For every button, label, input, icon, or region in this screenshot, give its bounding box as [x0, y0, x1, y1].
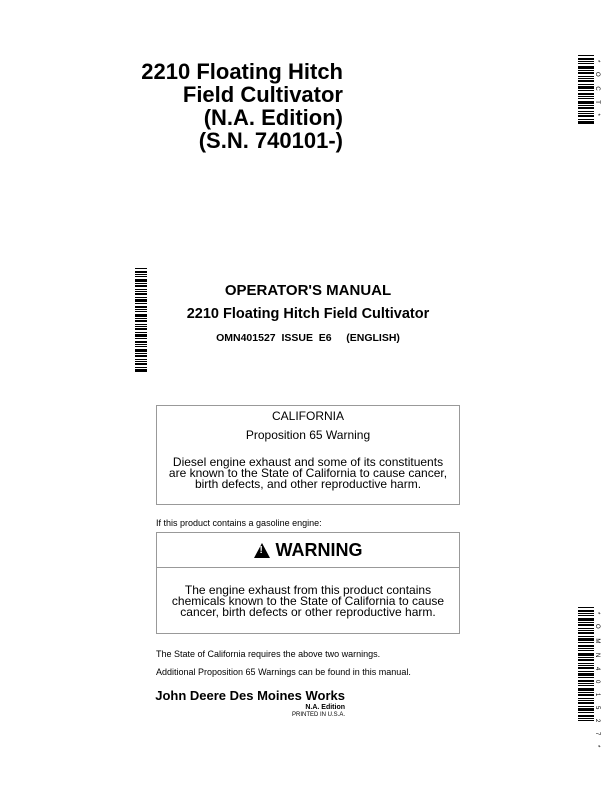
barcode-bar [578, 107, 594, 109]
barcode-bar [578, 63, 594, 64]
barcode-bar [578, 653, 594, 656]
barcode-bar [135, 334, 147, 337]
barcode-bar [135, 309, 147, 310]
barcode-bar [578, 685, 594, 686]
manual-subheading: 2210 Floating Hitch Field Cultivator [186, 306, 430, 322]
barcode-bar [578, 113, 594, 114]
barcode-bar [135, 328, 147, 330]
barcode-bar [578, 72, 594, 74]
barcode-bar [135, 314, 147, 317]
barcode-bar [135, 353, 147, 354]
barcode-bar [135, 338, 147, 339]
barcode-bar [578, 96, 594, 97]
barcode-bar [578, 66, 594, 69]
prop65-title: Proposition 65 Warning [245, 428, 371, 442]
barcode-bar [578, 90, 594, 91]
barcode-bar [135, 326, 147, 327]
barcode-bar [135, 361, 147, 362]
barcode-bar [578, 663, 594, 664]
barcode-bar [578, 101, 594, 104]
barcode-bar [578, 98, 594, 99]
barcode-bar [578, 105, 594, 106]
barcode-bar [578, 121, 594, 124]
barcode-bar [578, 698, 594, 699]
barcode-bar [578, 613, 594, 614]
barcode-bar [578, 78, 594, 79]
prop65-body: Diesel engine exhaust and some of its constituents are known to the State of California to cause cancer, birth defects, and other reproductive harm. [168, 455, 448, 491]
barcode-bar [578, 55, 594, 56]
works-name: John Deere Des Moines Works [155, 688, 345, 703]
barcode-bar [135, 344, 147, 345]
barcode-bar [135, 271, 147, 273]
barcode-bar [578, 694, 594, 696]
barcode-bar [578, 642, 594, 643]
barcode-bar [578, 628, 594, 629]
barcode-bar [135, 289, 147, 290]
barcode-bar [578, 76, 594, 77]
barcode-bar [578, 610, 594, 612]
barcode-bar [578, 659, 594, 661]
barcode-bar [578, 680, 594, 682]
barcode-bar [135, 299, 147, 302]
barcode-bar [578, 688, 594, 691]
barcode-bar [578, 718, 594, 719]
barcode-bar [578, 61, 594, 62]
barcode-bar [578, 657, 594, 658]
warning-body: The engine exhaust from this product contains chemicals known to the State of California to cause cancer, birth defects or other reproductive harm. [171, 583, 445, 619]
barcode-bar [135, 332, 147, 333]
barcode-bottom-right [578, 607, 594, 723]
barcode-bar [135, 324, 147, 325]
title-line-2: Field Cultivator [182, 82, 343, 107]
document-title [100, 60, 343, 152]
prop65-box [156, 405, 460, 505]
title-line-3: (N.A. Edition) [203, 105, 343, 130]
barcode-bar [135, 274, 147, 275]
barcode-bar [578, 607, 594, 608]
edition-label: N.A. Edition [305, 704, 345, 711]
barcode-bar [578, 115, 594, 117]
barcode-bar [135, 320, 147, 322]
barcode-bar [578, 645, 594, 647]
barcode-bar [578, 700, 594, 701]
barcode-bar [578, 712, 594, 713]
barcode-bar [578, 615, 594, 616]
barcode-bar [578, 70, 594, 71]
barcode-bar [135, 306, 147, 308]
barcode-bar [578, 632, 594, 634]
barcode-bar [135, 363, 147, 365]
barcode-top-right [578, 55, 594, 125]
barcode-bar [578, 111, 594, 112]
barcode-bar [578, 677, 594, 678]
barcode-bar [135, 341, 147, 343]
barcode-bar [578, 119, 594, 120]
barcode-left [135, 268, 147, 373]
barcode-bar [135, 297, 147, 298]
barcode-bar [578, 618, 594, 621]
barcode-bar [135, 355, 147, 357]
barcode-bar [578, 667, 594, 669]
barcode-bar [578, 636, 594, 637]
barcode-bar [135, 367, 147, 368]
manual-heading: OPERATOR'S MANUAL [224, 282, 392, 299]
barcode-bar [135, 268, 147, 269]
title-line-1: 2210 Floating Hitch [141, 59, 343, 84]
barcode-bar [578, 58, 594, 60]
manual-code: OMN401527 ISSUE E6 (ENGLISH) [216, 332, 400, 344]
barcode-top-right-digits: * O C T * [594, 60, 600, 120]
warning-box [156, 532, 460, 634]
barcode-bar [578, 638, 594, 641]
barcode-bar [135, 276, 147, 277]
barcode-bar [135, 303, 147, 304]
requires-note: The State of California requires the above two warnings. [156, 649, 381, 659]
barcode-bar [578, 673, 594, 676]
barcode-bar [578, 650, 594, 651]
barcode-bar [578, 720, 594, 721]
title-line-4: (S.N. 740101-) [198, 128, 343, 153]
prop65-state: CALIFORNIA [271, 409, 344, 423]
additional-note: Additional Proposition 65 Warnings can be found in this manual. [156, 667, 411, 677]
barcode-bar [135, 359, 147, 360]
barcode-bar [135, 318, 147, 319]
barcode-bar [578, 624, 594, 626]
barcode-bar [578, 648, 594, 649]
barcode-bar [578, 715, 594, 717]
barcode-bar [578, 80, 594, 82]
barcode-bar [578, 630, 594, 631]
barcode-bar [135, 349, 147, 352]
warning-triangle-icon [254, 543, 270, 558]
barcode-bar [135, 311, 147, 312]
barcode-bar [578, 93, 594, 95]
barcode-bar [135, 279, 147, 282]
barcode-bar [135, 369, 147, 372]
barcode-bar [135, 346, 147, 347]
barcode-bar [578, 706, 594, 707]
barcode-bar [578, 622, 594, 623]
barcode-bar [578, 683, 594, 684]
barcode-bar [578, 708, 594, 711]
gasoline-note: If this product contains a gasoline engine: [156, 518, 322, 528]
barcode-bottom-right-digits: * O M N 4 0 1 5 2 7 * [594, 612, 600, 752]
warning-header [157, 533, 459, 568]
barcode-bar [578, 84, 594, 85]
barcode-bar [578, 86, 594, 89]
warning-label: WARNING [275, 539, 363, 560]
barcode-bar [135, 291, 147, 292]
barcode-bar [578, 671, 594, 672]
barcode-bar [135, 283, 147, 284]
barcode-bar [135, 285, 147, 287]
printed-label: PRINTED IN U.S.A. [291, 712, 345, 718]
barcode-bar [578, 665, 594, 666]
barcode-bar [578, 702, 594, 704]
barcode-bar [135, 293, 147, 295]
barcode-bar [578, 692, 594, 693]
